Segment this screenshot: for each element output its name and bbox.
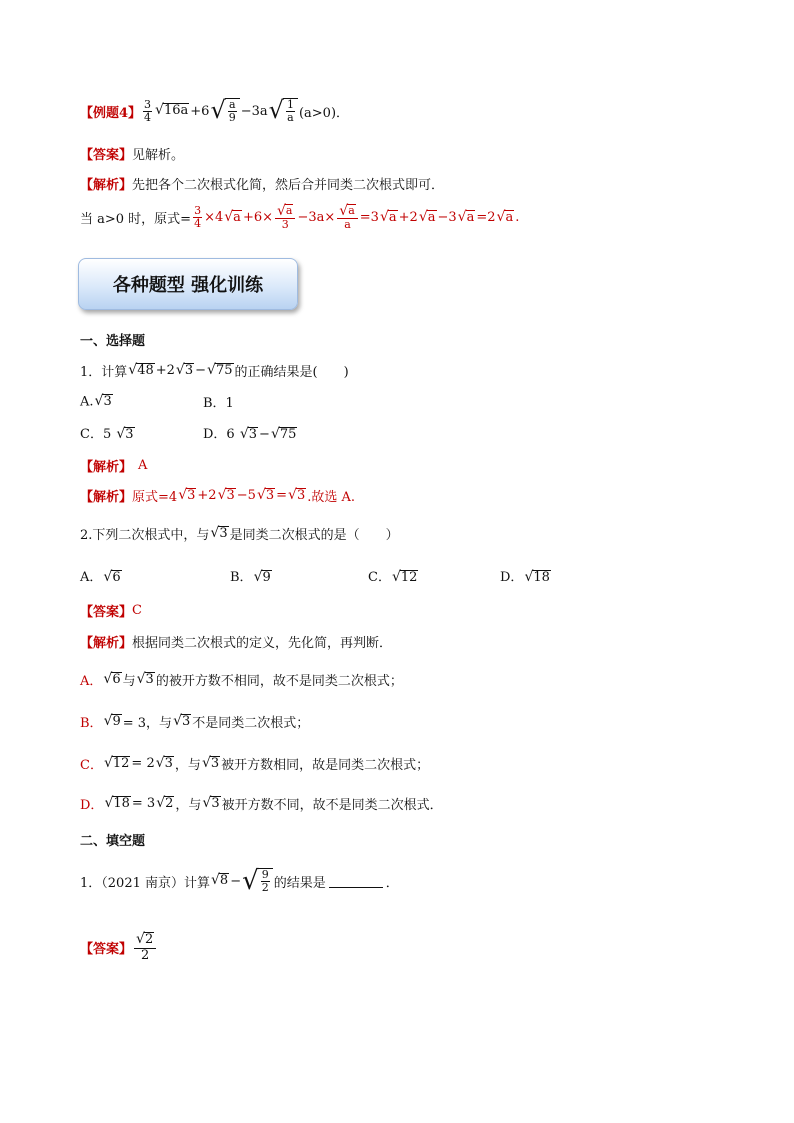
analysis-line: 【解析】 先把各个二次根式化简，然后合并同类二次根式即可． [80,174,444,193]
example-tag: 【例题4】 [80,105,142,121]
q2-line-c: C． √ 12 = 2 √ 3 ，与 √ 3 被开方数相同，故是同类二次根式； [80,754,430,773]
q1-analysis: 【解析】 原式=4 √ 3 +2 √ 3 −5 √ 3 = √ 3 .故选 A. [80,486,356,505]
analysis-tag: 【解析】 [80,178,133,193]
option-d: D．6 √ 3 − √ 75 [203,425,297,442]
q1-answer: 【解析】 A [80,458,148,475]
q1-options-row1 [80,392,234,411]
answer-line: 【答案】 见解析。 [80,144,184,163]
answer-blank[interactable] [329,875,383,888]
q2-answer: 【答案】 C [80,603,142,620]
answer-tag: 【答案】 [80,148,133,163]
question-1: 1．计算 √ 48 +2 √ 3 − √ 75 的正确结果是( ) [80,361,349,380]
q2-analysis: 【解析】 根据同类二次根式的定义，先化简，再判断． [80,636,393,651]
section-title-choice: 一、选择题 [80,334,146,349]
banner-title: 各种题型 强化训练 [112,275,264,296]
radical-fraction: √ $\frac{1}{a}$ [269,98,298,124]
section-banner [78,258,298,310]
option-a: A． √ 6 [80,568,121,585]
fraction: $\frac{3}{4}$ [144,97,152,124]
q1-options-row2 [80,423,298,442]
option-b: B．1 [203,396,234,411]
option-c: C． √ 12 [368,568,418,585]
example-4-line: 【例题4】 $\frac{3}{4}$ √ 16a +6 √ $\frac{a}{9}$ −3a √ $\frac{1}{a}$ (a>0)． [80,96,350,125]
calc-line: 当 a>0 时，原式= $\frac{3}{4}$ ×4 √ a +6× √ a 3 −3a× √ a a =3 √ a +2 √ a −3 √ a =2 √ a . [80,203,520,231]
option-c: C．5 √ 3 [80,425,134,442]
q2-line-d: D． √ 18 = 3 √ 2 ，与 √ 3 被开方数不同，故不是同类二次根式． [80,794,443,813]
fill-question-1: 1．（2021 南京）计算 √ 8 − √ $\frac{9}{2}$ 的结果是 ． [80,866,399,896]
option-d: D． √ 18 [500,568,550,585]
radical: √ 16a [155,102,189,119]
option-a: A. √ 3 [80,392,112,409]
radical-fraction: √ $\frac{a}{9}$ [210,98,239,124]
fill-answer: 【答案】 √ 2 2 [80,932,158,963]
question-2: 2.下列二次根式中，与 √ 3 是同类二次根式的是（ ） [80,524,399,543]
q2-options [80,566,552,585]
option-b: B． √ 9 [230,568,271,585]
q2-line-a: A． √ 6 与 √ 3 的被开方数不相同，故不是同类二次根式； [80,670,403,689]
q2-line-b: B． √ 9 = 3，与 √ 3 不是同类二次根式； [80,712,310,731]
section-title-fill: 二、填空题 [80,834,146,849]
